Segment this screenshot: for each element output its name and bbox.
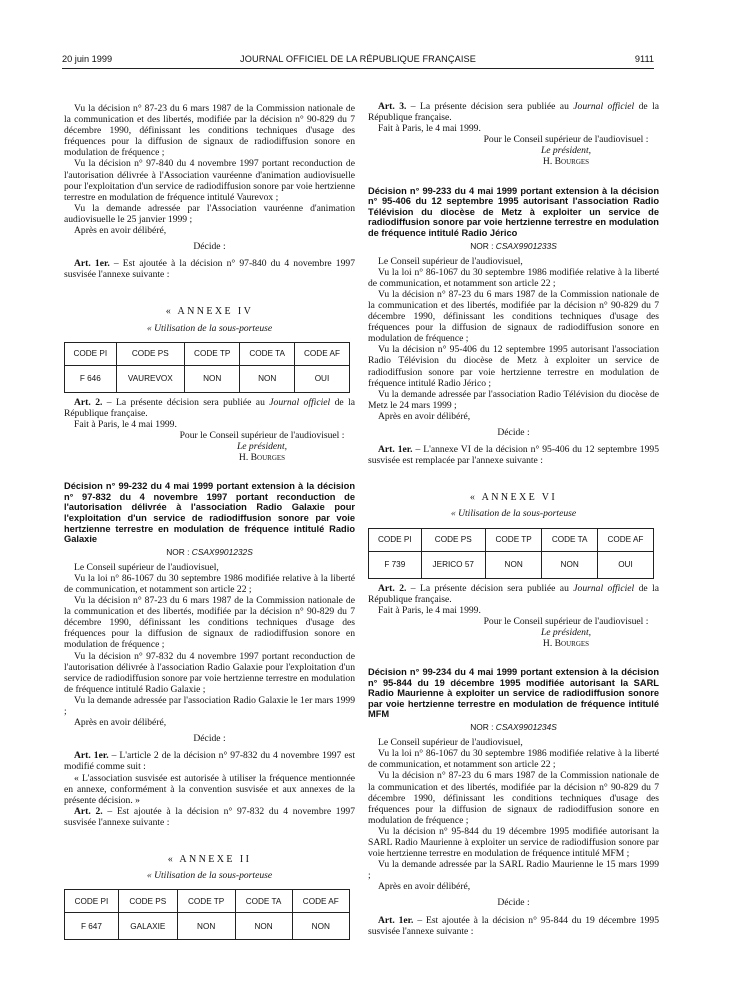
article-text: – Est ajoutée à la décision n° 97-832 du 4 novembre 1997 susvisée l'annexe suivante : [64, 805, 355, 828]
signature-line: Pour le Conseil supérieur de l'audiovisuel : [483, 615, 649, 627]
signature-title: Le président, [540, 626, 592, 638]
paragraph: Après en avoir délibéré, [378, 881, 471, 893]
annexe-subtitle: « Utilisation de la sous-porteuse [146, 322, 273, 334]
signature-line: Pour le Conseil supérieur de l'audiovisuel : [179, 429, 345, 441]
journal-name: Journal officiel [269, 396, 331, 408]
table-cell: NON [235, 913, 292, 940]
decide-label: Décide : [193, 733, 226, 745]
annexe-table [368, 528, 654, 579]
article-label: Art. 3. [378, 101, 407, 112]
article-2 [64, 806, 355, 828]
article-label: Art. 2. [74, 396, 103, 408]
table-cell: NON [485, 551, 541, 578]
annexe-subtitle: « Utilisation de la sous-porteuse [450, 508, 577, 520]
paragraph: Après en avoir délibéré, [378, 410, 471, 422]
left-column [64, 103, 355, 940]
paragraph: Vu la décision n° 95-406 du 12 septembre 1995 autorisant l'association Radio Télévision du diocèse de Metz à exploiter un service de radiodiffusion sonore par voie hertzienne terrestre en modulation de fréquence intitulé Radio Jérico ; [368, 344, 659, 389]
signature-line: Pour le Conseil supérieur de l'audiovisuel : [483, 134, 649, 146]
article-text: – La présente décision sera publiée au [406, 582, 574, 594]
annexe-title: « ANNEXE IV [165, 306, 254, 318]
table-cell: NON [184, 365, 239, 392]
table-header-cell: CODE TA [240, 342, 295, 365]
header-date: 20 juin 1999 [62, 54, 113, 64]
article-label: Art. 2. [378, 582, 407, 594]
paragraph: Après en avoir délibéré, [74, 225, 167, 237]
table-header-row [65, 890, 350, 913]
article-text: – L'annexe VI de la décision n° 95-406 du 12 septembre 1995 susvisée est remplacée par l'annexe suivante : [368, 444, 659, 467]
nor-reference: NOR : CSAX9901232S [166, 546, 253, 557]
paragraph: Vu la décision n° 97-840 du 4 novembre 1997 portant reconduction de l'autorisation délivrée à l'Association vauréenne d'animation audiovisuelle pour l'exploitation d'un service de radiodiffusion sonore par voie hertzienne terrestre en modulation de fréquence intitulé Vaurevox ; [64, 158, 355, 203]
paragraph: Le Conseil supérieur de l'audiovisuel, [378, 255, 523, 267]
signature-block [64, 430, 355, 463]
paragraph: Vu la loi n° 86-1067 du 30 septembre 1986 modifiée relative à la liberté de communication, et notamment son article 22 ; [368, 748, 659, 771]
table-cell: F 647 [65, 913, 119, 940]
paragraph: Le Conseil supérieur de l'audiovisuel, [74, 561, 219, 573]
table-header-cell: CODE AF [292, 890, 349, 913]
signature-title: Le président, [236, 440, 288, 452]
table-header-cell: CODE TP [177, 890, 235, 913]
article-text: – Est ajoutée à la décision n° 97-840 du 4 novembre 1997 susvisée l'annexe suivante : [64, 258, 355, 281]
table-header-cell: CODE TP [485, 528, 541, 551]
paragraph: Vu la demande adressée par l'association Radio Télévision du diocèse de Metz le 24 mars 1999 ; [368, 388, 659, 411]
table-cell: NON [292, 913, 349, 940]
journal-name: Journal officiel [573, 101, 635, 112]
table-header-cell: CODE PI [65, 890, 119, 913]
table-header-row [65, 342, 350, 365]
paragraph: Vu la demande adressée par l'Association vauréenne d'animation audiovisuelle le 25 janvier 1999 ; [64, 202, 355, 225]
article-label: Art. 1er. [378, 444, 413, 456]
signature-block [368, 616, 659, 649]
table-header-cell: CODE TA [542, 528, 598, 551]
article-text: de la République française. [368, 582, 659, 605]
table-header-cell: CODE PS [116, 342, 184, 365]
decision-title: Décision n° 99-232 du 4 mai 1999 portant extension à la décision n° 97-832 du 4 novembre 1997 portant reconduction de l'autorisation délivrée à l'association Radio Galaxie pour l'exploitation d'un service de radiodiffusion sonore par voie hertzienne terrestre en modulation de fréquence intitulé Radio Galaxie [64, 481, 355, 545]
decide-label: Décide : [497, 427, 530, 439]
article-text: – La présente décision sera publiée au [102, 396, 270, 408]
paragraph: Le Conseil supérieur de l'audiovisuel, [378, 737, 523, 749]
table-header-cell: CODE PI [369, 528, 422, 551]
journal-name: Journal officiel [573, 582, 635, 594]
signature-name: H. Bourges [542, 637, 590, 649]
table-cell: NON [177, 913, 235, 940]
table-header-cell: CODE PI [65, 342, 117, 365]
article-label: Art. 1er. [378, 914, 414, 926]
table-cell: GALAXIE [118, 913, 177, 940]
article-label: Art. 1er. [74, 750, 109, 762]
article-1 [368, 444, 659, 466]
annexe-subtitle: « Utilisation de la sous-porteuse [146, 870, 273, 882]
table-header-cell: CODE TP [184, 342, 239, 365]
table-cell: OUI [597, 551, 653, 578]
nor-reference: NOR : CSAX9901234S [470, 722, 557, 733]
article-3 [368, 101, 659, 123]
paragraph: Vu la demande adressée par l'association Radio Galaxie le 1er mars 1999 ; [64, 694, 355, 718]
table-header-cell: CODE TA [235, 890, 292, 913]
article-1 [368, 915, 659, 937]
paragraph: Après en avoir délibéré, [74, 717, 167, 729]
header-page-number: 9111 [634, 54, 654, 64]
signature-title: Le président, [540, 145, 592, 157]
table-header-cell: CODE PS [118, 890, 177, 913]
paragraph: Vu la loi n° 86-1067 du 30 septembre 1986 modifiée relative à la liberté de communication, et notamment son article 22 ; [64, 572, 355, 595]
decide-label: Décide : [497, 897, 530, 909]
paragraph: Vu la demande adressée par la SARL Radio Maurienne le 15 mars 1999 ; [368, 859, 659, 882]
article-2 [368, 583, 659, 605]
paragraph: Vu la décision n° 87-23 du 6 mars 1987 de la Commission nationale de la communication et des libertés, modifiée par la décision n° 90-829 du 7 décembre 1990, définissant les conditions techniques d'usage des fréquences pour la diffusion de signaux de radiodiffusion sonore en modulation de fréquence ; [64, 595, 355, 651]
table-header-cell: CODE PS [421, 528, 485, 551]
table-cell: NON [240, 365, 295, 392]
annexe-title: « ANNEXE VI [469, 492, 558, 504]
decision-title: Décision n° 99-233 du 4 mai 1999 portant extension à la décision n° 95-406 du 12 septembre 1995 autorisant l'association Radio Télévision du diocèse de Metz à exploiter un service de radiodiffusion sonore par voie hertzienne terrestre en modulation de fréquence intitulé Radio Jérico [368, 185, 659, 238]
article-text: de la République française. [368, 101, 659, 124]
article-text: – L'article 2 de la décision n° 97-832 du 4 novembre 1997 est modifié comme suit : [64, 750, 356, 773]
signature-name: H. Bourges [542, 156, 590, 168]
page-header [62, 54, 654, 68]
table-header-cell: CODE AF [597, 528, 653, 551]
table-header-cell: CODE AF [294, 342, 349, 365]
article-label: Art. 1er. [74, 258, 110, 270]
signature-block [368, 134, 659, 167]
article-label: Art. 2. [74, 805, 103, 817]
quoted-text: « L'association susvisée est autorisée à utiliser la fréquence mentionnée en annexe, conformément à la convention susvisée et aux annexes de la présente décision. » [64, 772, 355, 806]
annexe-table [64, 889, 350, 940]
fait-a-paris: Fait à Paris, le 4 mai 1999. [74, 418, 177, 430]
article-1 [64, 258, 355, 280]
paragraph: Vu la décision n° 87-23 du 6 mars 1987 de la Commission nationale de la communication et des libertés, modifiée par la décision n° 90-829 du 7 décembre 1990, définissant les conditions techniques d'usage des fréquences pour la diffusion de signaux de radiodiffusion sonore en modulation de fréquence ; [368, 770, 659, 826]
paragraph: Vu la décision n° 97-832 du 4 novembre 1997 portant reconduction de l'autorisation délivrée à l'association Radio Galaxie pour l'exploitation d'un service de radiodiffusion sonore par voie hertzienne terrestre en modulation de fréquence intitulé Radio Galaxie ; [64, 650, 355, 695]
right-column [368, 101, 659, 937]
table-cell: F 646 [65, 365, 117, 392]
decision-title: Décision n° 99-234 du 4 mai 1999 portant extension à la décision n° 95-844 du 19 décembre 1995 modifiée autorisant la SARL Radio Maurienne à exploiter un service de radiodiffusion sonore par voie hertzienne terrestre en modulation de fréquence intitulé MFM [368, 667, 659, 720]
paragraph: Vu la décision n° 87-23 du 6 mars 1987 de la Commission nationale de la communication et des libertés, modifiée par la décision n° 90-829 du 7 décembre 1990, définissant les conditions techniques d'usage des fréquences pour la diffusion de signaux de radiodiffusion sonore en modulation de fréquence ; [64, 103, 355, 159]
paragraph: Vu la décision n° 87-23 du 6 mars 1987 de la Commission nationale de la communication et des libertés, modifiée par la décision n° 90-829 du 7 décembre 1990, définissant les conditions techniques d'usage des fréquences pour la diffusion de signaux de radiodiffusion sonore en modulation de fréquence ; [368, 288, 659, 345]
table-cell: F 739 [369, 551, 422, 578]
article-text: de la République française. [64, 396, 355, 419]
table-cell: NON [542, 551, 598, 578]
signature-name: H. Bourges [238, 452, 286, 464]
article-text: – Est ajoutée à la décision n° 95-844 du 19 décembre 1995 susvisée l'annexe suivante : [368, 914, 659, 937]
table-row [65, 913, 350, 940]
header-title: JOURNAL OFFICIEL DE LA RÉPUBLIQUE FRANÇAISE [240, 54, 476, 64]
fait-a-paris: Fait à Paris, le 4 mai 1999. [378, 604, 481, 616]
decide-label: Décide : [193, 241, 226, 253]
table-cell: JERICO 57 [421, 551, 485, 578]
table-header-row [369, 528, 654, 551]
table-cell: OUI [294, 365, 349, 392]
table-row [65, 365, 350, 392]
table-cell: VAUREVOX [116, 365, 184, 392]
fait-a-paris: Fait à Paris, le 4 mai 1999. [378, 123, 481, 135]
table-row [369, 551, 654, 578]
annexe-title: « ANNEXE II [167, 853, 252, 865]
paragraph: Vu la loi n° 86-1067 du 30 septembre 1986 modifiée relative à la liberté de communication, et notamment son article 22 ; [368, 266, 659, 289]
paragraph: Vu la décision n° 95-844 du 19 décembre 1995 modifiée autorisant la SARL Radio Maurienne à exploiter un service de radiodiffusion sonore par voie hertzienne terrestre en modulation de fréquence intitulé MFM ; [368, 825, 659, 860]
article-2 [64, 397, 355, 419]
article-text: – La présente décision sera publiée au [406, 101, 574, 112]
article-1 [64, 750, 355, 772]
nor-reference: NOR : CSAX9901233S [470, 240, 557, 251]
header-rule [62, 68, 654, 69]
annexe-table [64, 342, 350, 393]
